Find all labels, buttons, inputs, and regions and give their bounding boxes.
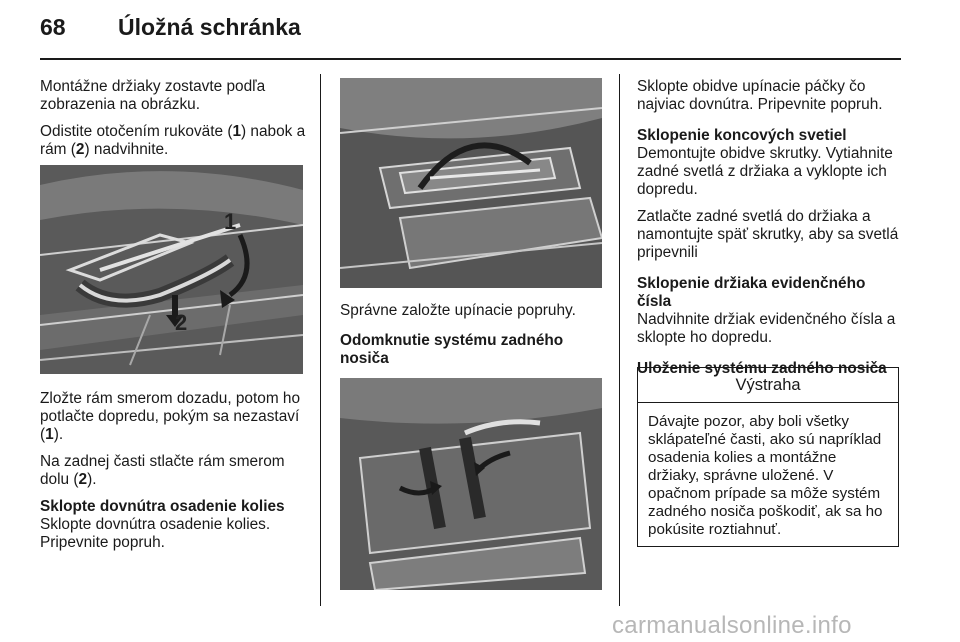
column-1: [40, 78, 306, 168]
paragraph: Sklopte obidve upínacie páčky čo najviac dovnútra. Pripevnite popruh.: [637, 78, 883, 113]
warning-body: Dávajte pozor, aby boli všetky sklápateľné časti, ako sú napríklad osadenia kolies a montážne držiaky, správne uložené. V opačnom prípade sa môže systém zadného nosiča poškodiť, ak sa ho pokúsite roztiahnuť.: [648, 413, 883, 538]
section-heading: Sklopenie držiaka evidenčného čísla: [637, 275, 866, 310]
paragraph: Zatlačte zadné svetlá do držiaka a namontujte späť skrutky, aby sa svetlá pripevnili: [637, 208, 899, 261]
paragraph: Na zadnej časti stlačte rám smerom dolu (2).: [40, 453, 285, 488]
page-number: 68: [40, 14, 66, 40]
figure-callout-1: 1: [224, 209, 237, 234]
paragraph: Správne založte upínacie popruhy.: [340, 302, 576, 319]
section-license-holder: [637, 275, 901, 347]
paragraph: Odistite otočením rukoväte (1) nabok a rám (2) nadvihnite.: [40, 123, 306, 158]
watermark: carmanualsonline.info: [612, 612, 852, 639]
section-heading: Uloženie systému zadného nosiča: [637, 360, 887, 377]
figure-straps: [340, 78, 602, 288]
section-wheel-mounts: [40, 498, 306, 552]
header-divider: [40, 58, 901, 60]
column-divider-1: [320, 74, 321, 606]
paragraph: Nadvihnite držiak evidenčného čísla a sklopte ho dopredu.: [637, 311, 896, 346]
paragraph: Zložte rám smerom dozadu, potom ho potlačte dopredu, pokým sa nezastaví (1).: [40, 390, 301, 443]
column-3: [637, 78, 901, 378]
section-heading: Sklopenie koncových svetiel: [637, 127, 847, 144]
section-heading: Sklopte dovnútra osadenie kolies: [40, 498, 285, 515]
paragraph: Montážne držiaky zostavte podľa zobrazenia na obrázku.: [40, 78, 266, 113]
figure-callout-2: 2: [175, 310, 188, 335]
paragraph: Demontujte obidve skrutky. Vytiahnite zadné svetlá z držiaka a vyklopte ich dopredu.: [637, 145, 893, 198]
column-2-text: [340, 302, 602, 368]
column-1-lower: [40, 390, 306, 561]
column-divider-2: [619, 74, 620, 606]
page-title: Úložná schránka: [118, 14, 301, 40]
paragraph: Sklopte dovnútra osadenie kolies. Pripevnite popruh.: [40, 516, 271, 551]
warning-box: [637, 367, 899, 547]
page-header: [0, 0, 960, 60]
section-tail-lights: [637, 127, 901, 199]
section-heading: Odomknutie systému zadného nosiča: [340, 332, 564, 367]
figure-levers: [340, 378, 602, 590]
warning-title: Výstraha: [638, 368, 898, 403]
figure-frame-handle: [40, 165, 303, 374]
